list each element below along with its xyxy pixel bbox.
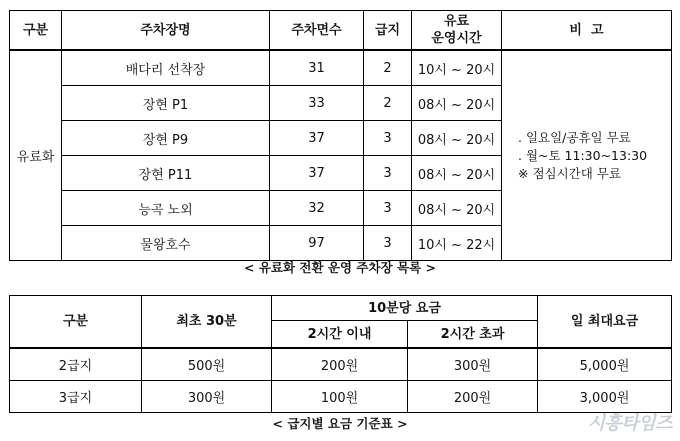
fee-over-2h: 300원 — [408, 348, 538, 381]
remark-line: . 일요일/공휴일 무료 — [518, 129, 631, 145]
header-first30: 최초 30분 — [142, 296, 272, 349]
lot-grade: 3 — [364, 156, 412, 191]
lot-hours: 08시 ~ 20시 — [412, 121, 502, 156]
header-within-2h: 2시간 이내 — [272, 321, 408, 349]
header-daily-max: 일 최대요금 — [538, 296, 672, 349]
header-grade: 급지 — [364, 11, 412, 51]
lot-grade: 3 — [364, 226, 412, 261]
fee-within-2h: 200원 — [272, 348, 408, 381]
table-row — [10, 348, 672, 381]
parking-list-caption: < 유료화 전환 운영 주차장 목록 > — [244, 260, 436, 275]
lot-hours: 08시 ~ 20시 — [412, 86, 502, 121]
lot-grade: 2 — [364, 86, 412, 121]
fee-within-2h: 100원 — [272, 381, 408, 413]
lot-hours: 10시 ~ 20시 — [412, 50, 502, 86]
table-header-row — [10, 11, 672, 51]
lot-hours: 10시 ~ 22시 — [412, 226, 502, 261]
lot-spaces: 37 — [270, 156, 364, 191]
lot-name: 장현 P9 — [62, 121, 270, 156]
watermark-logo: 시흥타임즈 — [587, 413, 672, 434]
lot-spaces: 31 — [270, 50, 364, 86]
parking-lot-table — [9, 10, 672, 261]
lot-name: 능곡 노외 — [62, 191, 270, 226]
fee-grade: 2급지 — [10, 348, 142, 381]
table-row — [10, 381, 672, 413]
lot-spaces: 37 — [270, 121, 364, 156]
lot-name: 장현 P1 — [62, 86, 270, 121]
fee-table-caption: < 급지별 요금 기준표 > — [272, 416, 408, 431]
lot-hours: 08시 ~ 20시 — [412, 156, 502, 191]
header-lot-name: 주차장명 — [62, 11, 270, 51]
lot-spaces: 32 — [270, 191, 364, 226]
fee-daily-max: 5,000원 — [538, 348, 672, 381]
lot-name: 장현 P11 — [62, 156, 270, 191]
remarks-cell — [502, 50, 672, 261]
fee-daily-max: 3,000원 — [538, 381, 672, 413]
header-hours-line2: 운영시간 — [431, 31, 482, 46]
table-header-row — [10, 296, 672, 321]
fee-table — [9, 295, 672, 413]
lot-hours: 08시 ~ 20시 — [412, 191, 502, 226]
division-cell: 유료화 — [10, 50, 62, 261]
fee-over-2h: 200원 — [408, 381, 538, 413]
header-spaces: 주차면수 — [270, 11, 364, 51]
lot-spaces: 33 — [270, 86, 364, 121]
header-hours-line1: 유료 — [443, 14, 470, 29]
fee-grade: 3급지 — [10, 381, 142, 413]
lot-grade: 3 — [364, 191, 412, 226]
lot-name: 배다리 선착장 — [62, 50, 270, 86]
fee-first30: 500원 — [142, 348, 272, 381]
header-hours — [412, 11, 502, 51]
header-per10: 10분당 요금 — [272, 296, 538, 321]
header-remarks: 비 고 — [502, 11, 672, 51]
remark-line: . 월~토 11:30~13:30 — [518, 147, 648, 163]
header-division: 구분 — [10, 11, 62, 51]
table-row — [10, 50, 672, 86]
lot-grade: 2 — [364, 50, 412, 86]
header-over-2h: 2시간 초과 — [408, 321, 538, 349]
lot-name: 물왕호수 — [62, 226, 270, 261]
lot-grade: 3 — [364, 121, 412, 156]
lot-spaces: 97 — [270, 226, 364, 261]
header-division: 구분 — [10, 296, 142, 349]
remark-line: ※ 점심시간대 무료 — [518, 165, 621, 181]
fee-first30: 300원 — [142, 381, 272, 413]
